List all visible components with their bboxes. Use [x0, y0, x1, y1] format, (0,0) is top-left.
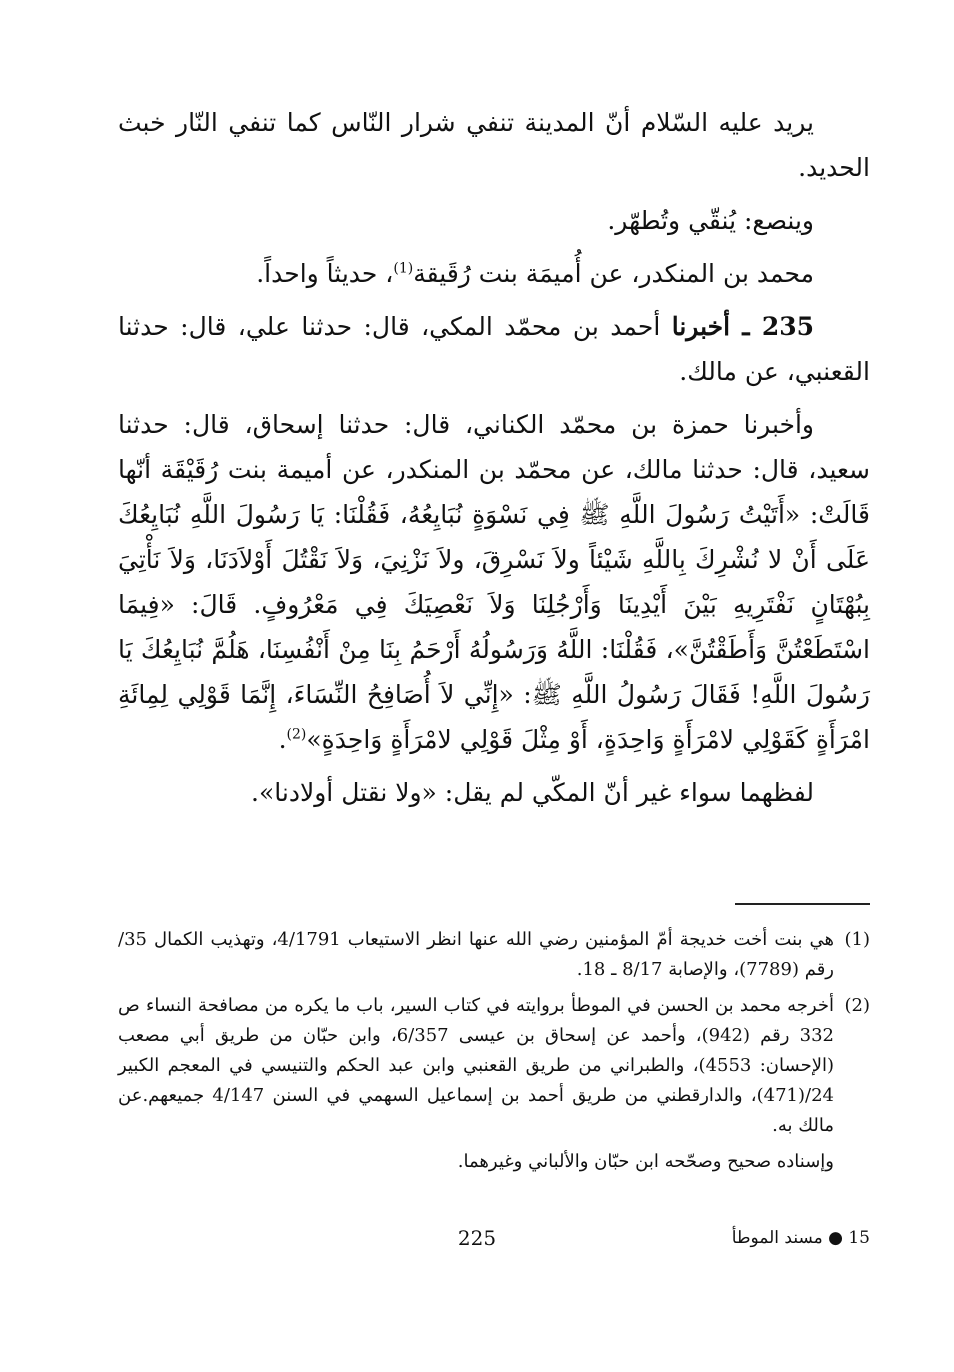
paragraph-1: يريد عليه السّلام أنّ المدينة تنفي شرار النّاس كما تنفي النّار خبث الحديد. — [118, 108, 870, 182]
footnote-1 — [118, 925, 870, 985]
main-text — [118, 100, 870, 823]
hadith-235-chain: أحمد بن محمّد المكي، قال: حدثنا علي، قال: حدثنا القعنبي، عن مالك. — [118, 312, 870, 386]
footnote-number: (1) — [844, 929, 870, 950]
footnote-2 — [118, 991, 870, 1141]
paragraph-2: وينصع: يُنقّي وتُطهّر. — [607, 206, 814, 235]
hadith-235-body — [118, 402, 870, 762]
hadith-235-end: . — [278, 725, 287, 754]
footnote-text: هي بنت أخت خديجة أمّ المؤمنين رضي الله عنها انظر الاستيعاب 4/1791، وتهذيب الكمال 35/ رقم (7789)، والإصابة 8/17 ـ 18. — [118, 929, 834, 980]
running-footer: 15 ● مسند الموطأ — [731, 1228, 870, 1248]
footnote-ref-1[interactable]: (1) — [393, 260, 414, 277]
hadith-235-heading — [118, 304, 870, 394]
footnote-2-continuation: وإسناده صحيح وصحّحه ابن حبّان والألباني وغيرهما. — [457, 1151, 834, 1172]
hadith-number: 235 ـ أخبرنا — [671, 312, 814, 341]
footnote-number: (2) — [844, 995, 870, 1016]
footnotes — [118, 925, 870, 1177]
paragraph-3 — [118, 251, 870, 296]
page-number: 225 — [457, 1226, 497, 1250]
paragraph-3-end: ، حديثاً واحداً. — [256, 259, 394, 288]
footnote-ref-2[interactable]: (2) — [286, 726, 307, 743]
footnote-divider — [735, 903, 870, 905]
paragraph-6: لفظهما سواء غير أنّ المكّي لم يقل: «ولا نقتل أولادنا». — [251, 778, 814, 807]
paragraph-3-text: محمد بن المنكدر، عن أُميمَة بنت رُقَيقة — [413, 259, 814, 288]
hadith-235-text: وأخبرنا حمزة بن محمّد الكناني، قال: حدثنا إسحاق، قال: حدثنا سعيد، قال: حدثنا مالك، عن محمّد بن المنكدر، عن أميمة بنت رُقَيْقَة أنّها قَالَتْ: «أَتَيْتُ رَسُولَ اللَّهِ ﷺ فِي نَسْوَةٍ نُبَايِعُهُ، فَقُلْنَا: يَا رَسُولَ اللَّهِ نُبَايِعُكَ عَلَى أَنْ لا نُشْرِكَ بِاللَّهِ شَيْئاً ولاَ نَسْرِقَ، ولاَ نَزْنِيَ، وَلاَ نَقْتُلَ أَوْلاَدَنَا، وَلاَ نَأْتِيَ بِبُهْتَانٍ نَفْتَرِيهِ بَيْنَ أَيْدِينَا وَأَرْجُلِنَا وَلاَ نَعْصِيَكَ فِي مَعْرُوفٍ. قَالَ: «فِيمَا اسْتَطَعْتُنَّ وَأَطَقْتُنَّ»، فَقُلْنَا: اللَّهُ وَرَسُولُهُ أَرْحَمُ بِنَا مِنْ أَنْفُسِنَا، هَلُمَّ نُبَايِعُكَ يَا رَسُولَ اللَّهِ! فَقَالَ رَسُولُ اللَّهِ ﷺ: «إِنِّي لاَ أُصَافِحُ النِّسَاءَ، إِنَّمَا قَوْلِي لِمِائَةِ امْرَأَةٍ كَقَوْلِي لامْرَأَةٍ وَاحِدَةٍ، أَوْ مِثْلَ قَوْلِي لامْرَأَةٍ وَاحِدَةٍ» — [118, 410, 870, 754]
footnote-text: أخرجه محمد بن الحسن في الموطأ بروايته في كتاب السير، باب ما يكره من مصافحة النساء ص 332 رقم (942)، وأحمد عن إسحاق بن عيسى 6/357، وابن حبّان من طريق أبي مصعب (الإحسان: 4553)، والطبراني من طريق القعنبي وابن عبد الحكم والتنيسي في المعجم الكبير 24/(471)، والدارقطني من طريق أحمد بن إسماعيل السهمي في السنن 4/147 جميعهم.عن مالك به. — [118, 995, 834, 1136]
